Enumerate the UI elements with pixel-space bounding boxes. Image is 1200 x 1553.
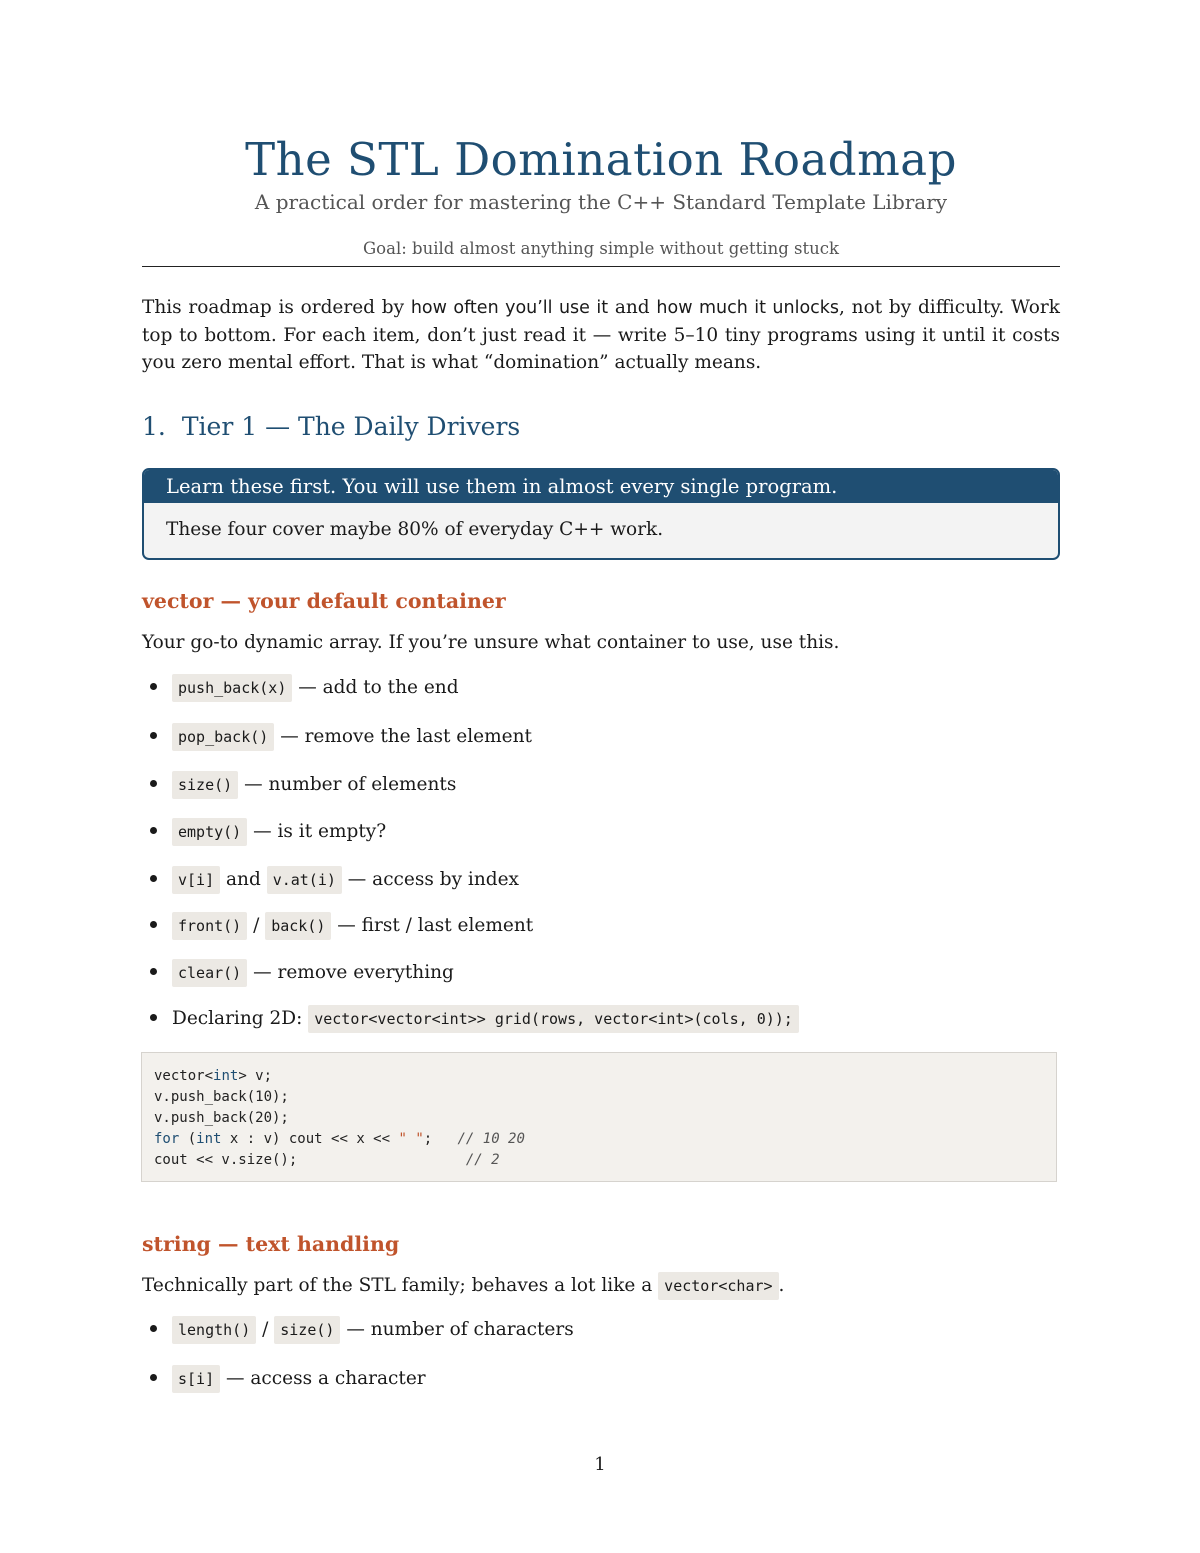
bullet-icon — [150, 968, 157, 975]
bullet-icon — [150, 875, 157, 882]
inline-code: push_back(x) — [172, 674, 292, 702]
callout-header: Learn these first. You will use them in almost every single program. — [144, 470, 1058, 503]
bullet-icon — [150, 921, 157, 928]
list-item: Declaring 2D: vector<vector<int>> grid(rows, vector<int>(cols, 0)); — [142, 1003, 799, 1035]
inline-code: vector<vector<int>> grid(rows, vector<int>(cols, 0)); — [308, 1005, 799, 1033]
bullet-icon — [150, 732, 157, 739]
inline-code: vector<char> — [658, 1272, 778, 1300]
inline-code: back() — [265, 912, 331, 940]
list-item: s[i] — access a character — [142, 1363, 426, 1395]
section-number: 1. — [142, 412, 166, 441]
section-heading-tier1 — [142, 410, 520, 444]
inline-code: size() — [274, 1316, 340, 1344]
bullet-icon — [150, 1014, 157, 1021]
inline-code: v.at(i) — [267, 866, 342, 894]
bullet-icon — [150, 780, 157, 787]
inline-code: empty() — [172, 818, 247, 846]
section-title: Tier 1 — The Daily Drivers — [181, 412, 521, 441]
inline-code: s[i] — [172, 1365, 220, 1393]
bullet-icon — [150, 1325, 157, 1332]
list-item: size() — number of elements — [142, 769, 456, 801]
title-rule — [142, 266, 1060, 267]
intro-paragraph: This roadmap is ordered by how often you’ll use it and how much it unlocks, not by difficulty. Work top to bottom. For each item, don’t just read it — write 5–10 tiny programs using it until it costs you zero mental effort. That is what “domination” actually means. — [142, 297, 1060, 373]
string-description: Technically part of the STL family; behaves a lot like a vector<char> . — [142, 1273, 784, 1299]
inline-code: v[i] — [172, 866, 220, 894]
goal-line: Goal: build almost anything simple without getting stuck — [363, 239, 839, 258]
list-item: v[i] and v.at(i) — access by index — [142, 864, 519, 896]
inline-code: front() — [172, 912, 247, 940]
list-item: length() / size() — number of characters — [142, 1314, 574, 1346]
inline-code: size() — [172, 771, 238, 799]
page-number: 1 — [594, 1454, 606, 1475]
list-item: pop_back() — remove the last element — [142, 721, 532, 753]
inline-code: length() — [172, 1316, 256, 1344]
list-item: front() / back() — first / last element — [142, 910, 533, 942]
inline-code: pop_back() — [172, 723, 274, 751]
code-block: vector<int> v; v.push_back(10); v.push_back(20); for (int x : v) cout << x << " "; // 10 20 cout << v.size(); // 2 — [141, 1052, 1057, 1182]
vector-heading: vector — your default container — [142, 589, 506, 613]
list-item: push_back(x) — add to the end — [142, 672, 459, 704]
inline-code: clear() — [172, 959, 247, 987]
string-heading: string — text handling — [142, 1232, 400, 1256]
document-subtitle: A practical order for mastering the C++ Standard Template Library — [254, 190, 948, 214]
bullet-icon — [150, 827, 157, 834]
bullet-icon — [150, 683, 157, 690]
list-item: empty() — is it empty? — [142, 816, 386, 848]
callout-body: These four cover maybe 80% of everyday C++ work. — [166, 519, 664, 540]
document-title: The STL Domination Roadmap — [245, 133, 957, 186]
vector-description: Your go-to dynamic array. If you’re unsure what container to use, use this. — [142, 632, 840, 653]
callout-box — [142, 468, 1060, 560]
bullet-icon — [150, 1374, 157, 1381]
list-item: clear() — remove everything — [142, 957, 454, 989]
